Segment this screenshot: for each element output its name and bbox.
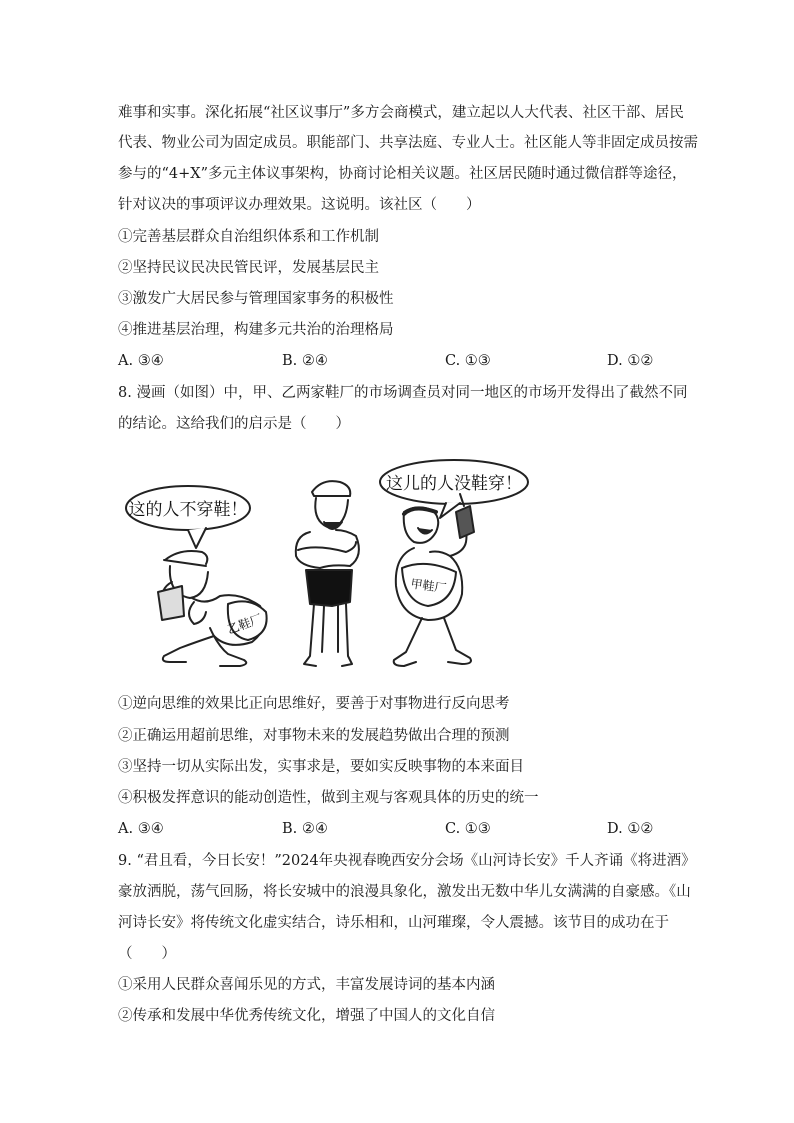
q7-item-3: ③激发广大居民参与管理国家事务的积极性 <box>118 291 394 307</box>
q9-line-3: 河诗长安》将传统文化虚实结合，诗乐相和，山河璀璨，令人震撼。该节目的成功在于 <box>118 915 669 931</box>
q8-option-a[interactable]: A. ③④ <box>118 821 164 837</box>
left-bubble-text: 这的人不穿鞋！ <box>128 500 248 520</box>
q8-option-c[interactable]: C. ①③ <box>445 821 491 837</box>
q8-item-1: ①逆向思维的效果比正向思维好，要善于对事物进行反向思考 <box>118 696 510 712</box>
q7-item-4: ④推进基层治理，构建多元共治的治理格局 <box>118 322 394 338</box>
q7-item-2: ②坚持民议民决民管民评，发展基层民主 <box>118 260 379 276</box>
q9-item-2: ②传承和发展中华优秀传统文化，增强了中国人的文化自信 <box>118 1008 495 1024</box>
q8-item-3: ③坚持一切从实际出发，实事求是，要如实反映事物的本来面目 <box>118 759 524 775</box>
q7-line-4: 针对议决的事项评议办理效果。这说明。该社区（ ） <box>118 197 481 213</box>
q8-line-2: 的结论。这给我们的启示是（ ） <box>118 416 350 432</box>
shoe-factory-cartoon <box>110 456 550 678</box>
right-bag-label: 甲鞋厂 <box>409 576 448 596</box>
q7-option-b[interactable]: B. ②④ <box>282 353 328 369</box>
q8-option-d[interactable]: D. ①② <box>607 821 654 837</box>
q9-line-4: （ ） <box>118 946 176 962</box>
local-resident-figure <box>296 481 359 666</box>
q8-option-b[interactable]: B. ②④ <box>282 821 328 837</box>
q7-item-1: ①完善基层群众自治组织体系和工作机制 <box>118 229 379 245</box>
q9-line-1: 9. “君且看，今日长安！”2024年央视春晚西安分会场《山河诗长安》千人齐诵《将进酒》 <box>118 853 696 869</box>
q7-line-3: 参与的“4+X”多元主体议事架构，协商讨论相关议题。社区居民随时通过微信群等途径， <box>118 166 687 182</box>
right-bubble-text: 这儿的人没鞋穿！ <box>386 474 522 494</box>
q8-item-2: ②正确运用超前思维，对事物未来的发展趋势做出合理的预测 <box>118 728 510 744</box>
q8-item-4: ④积极发挥意识的能动创造性，做到主观与客观具体的历史的统一 <box>118 790 539 806</box>
q9-item-1: ①采用人民群众喜闻乐见的方式，丰富发展诗词的基本内涵 <box>118 977 495 993</box>
left-bag-label: 乙鞋厂 <box>225 611 264 637</box>
q8-line-1: 8. 漫画（如图）中，甲、乙两家鞋厂的市场调查员对同一地区的市场开发得出了截然不同 <box>118 385 688 401</box>
q7-option-a[interactable]: A. ③④ <box>118 353 164 369</box>
q9-line-2: 豪放洒脱，荡气回肠，将长安城中的浪漫具象化，激发出无数中华儿女满满的自豪感。《山 <box>118 884 691 900</box>
q7-line-1: 难事和实事。深化拓展“社区议事厅”多方会商模式，建立起以人大代表、社区干部、居民 <box>118 105 684 121</box>
q7-option-c[interactable]: C. ①③ <box>445 353 491 369</box>
q7-option-d[interactable]: D. ①② <box>607 353 654 369</box>
q7-line-2: 代表、物业公司为固定成员。职能部门、共享法庭、专业人士。社区能人等非固定成员按需 <box>118 135 698 151</box>
left-surveyor-figure <box>158 551 267 666</box>
